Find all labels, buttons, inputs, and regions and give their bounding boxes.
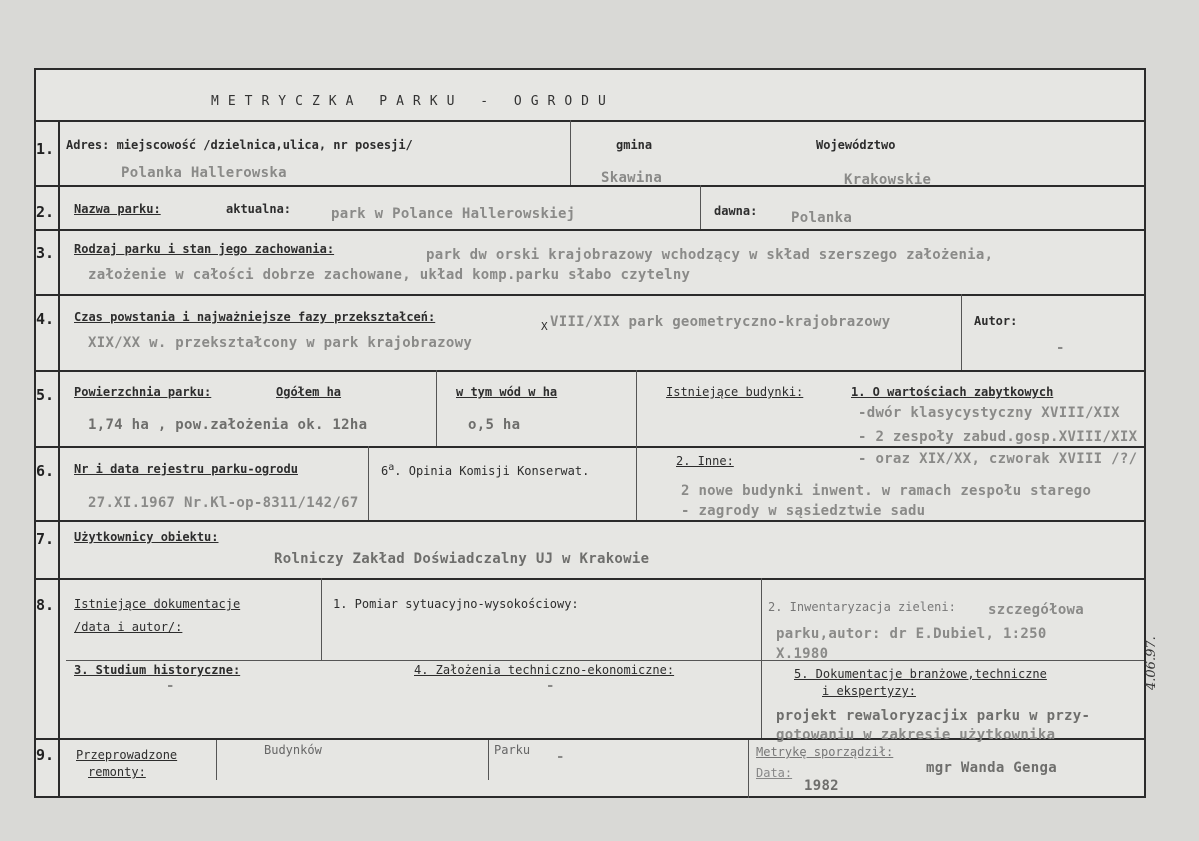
historic-buildings-label: 1. O wartościach zabytkowych (851, 385, 1054, 399)
water-area-label: w tym wód w ha (456, 385, 558, 399)
column-line (748, 740, 749, 798)
total-area-label: Ogółem ha (276, 385, 342, 399)
row-number: 8. (36, 596, 55, 614)
author-value: - (1056, 340, 1065, 356)
branch-docs-label: 5. Dokumentacje branżowe,techniczne (794, 667, 1047, 681)
branch-docs-label-2: i ekspertyzy: (822, 684, 916, 698)
renovations-label: Przeprowadzone (76, 748, 178, 762)
column-line (216, 740, 217, 780)
park-renovations-value: - (556, 749, 565, 765)
greenery-inventory-value-3: X.1980 (776, 646, 829, 662)
divider (36, 120, 1144, 122)
gmina-value: Skawina (601, 170, 663, 186)
row-number: 7. (36, 530, 55, 548)
column-line (436, 370, 437, 446)
divider (36, 294, 1144, 296)
park-type-value: park dw orski krajobrazowy wchodzący w skład szerszego założenia, (426, 247, 994, 263)
column-line (368, 446, 369, 520)
commission-text: . Opinia Komisji Konserwat. (394, 464, 590, 478)
voivodeship-value: Krakowskie (844, 172, 932, 188)
current-name-label: aktualna: (226, 202, 292, 216)
branch-docs-value-2: gotowaniu w zakresie użytkownika (776, 727, 1056, 743)
documentation-label-2: /data i autor/: (74, 620, 183, 634)
author-label: Autor: (974, 314, 1018, 328)
row-number: 4. (36, 310, 55, 328)
area-label: Powierzchnia parku: (74, 385, 212, 399)
branch-docs-value: projekt rewaloryzacjix parku w przy- (776, 708, 1091, 724)
divider (36, 578, 1144, 580)
total-area-value: 1,74 ha , pow.założenia ok. 12ha (88, 417, 368, 433)
former-name-value: Polanka (791, 210, 853, 226)
documentation-label: Istniejące dokumentacje (74, 597, 241, 611)
column-line (488, 740, 489, 780)
park-renovations-label: Parku (494, 743, 531, 757)
register-label: Nr i data rejestru parku-ogrodu (74, 462, 298, 476)
greenery-inventory-value-2: parku,autor: dr E.Dubiel, 1:250 (776, 626, 1047, 642)
buildings-renovations-label: Budynków (264, 743, 322, 757)
century-mark: X (541, 320, 548, 333)
other-buildings-1: 2 nowe budynki inwent. w ramach zespołu starego (681, 483, 1092, 499)
historic-building-1: -dwór klasycystyczny XVIII/XIX (858, 405, 1120, 421)
water-area-value: o,5 ha (468, 417, 521, 433)
voivodeship-label: Województwo (816, 138, 896, 152)
row-number: 6. (36, 462, 55, 480)
date-value: 1982 (804, 778, 839, 794)
commission-opinion-label (381, 462, 589, 478)
creation-time-value: VIII/XIX park geometryczno-krajobrazowy (550, 314, 891, 330)
commission-sup: a (388, 462, 395, 473)
users-value: Rolniczy Zakład Doświadczalny UJ w Krakowie (274, 551, 650, 567)
column-line (321, 578, 322, 660)
row-number: 9. (36, 746, 55, 764)
number-column-line (58, 120, 60, 798)
other-buildings-label: 2. Inne: (676, 454, 734, 468)
historic-building-2: - 2 zespoły zabud.gosp.XVIII/XIX (858, 429, 1138, 445)
address-label: Adres: miejscowość /dzielnica,ulica, nr posesji/ (66, 138, 413, 152)
column-line (636, 370, 637, 520)
divider (36, 520, 1144, 522)
form-title: METRYCZKA PARKU - OGRODU (211, 94, 615, 109)
survey-label: 1. Pomiar sytuacyjno-wysokościowy: (333, 597, 579, 611)
divider (36, 446, 1144, 448)
greenery-inventory-label: 2. Inwentaryzacja zieleni: (768, 600, 956, 614)
buildings-label: Istniejące budynki: (666, 385, 804, 399)
row-number: 3. (36, 244, 55, 262)
row-number: 5. (36, 386, 55, 404)
park-record-form (34, 68, 1146, 798)
side-date-note: 4.06.97. (1144, 636, 1159, 690)
former-name-label: dawna: (714, 204, 758, 218)
park-name-label: Nazwa parku: (74, 202, 161, 216)
commission-number: 6 (381, 464, 389, 478)
renovations-label-2: remonty: (88, 765, 146, 779)
historical-study-value: - (166, 678, 175, 694)
technical-assumptions-value: - (546, 678, 555, 694)
row-number: 1. (36, 140, 55, 158)
creation-time-label: Czas powstania i najważniejsze fazy przekształceń: (74, 310, 436, 324)
column-line (961, 294, 962, 370)
column-line (700, 185, 701, 229)
park-type-label: Rodzaj parku i stan jego zachowania: (74, 242, 335, 256)
divider (66, 660, 1144, 661)
address-value: Polanka Hallerowska (121, 165, 287, 181)
greenery-inventory-value: szczegółowa (988, 602, 1085, 618)
divider (36, 185, 1144, 187)
register-value: 27.XI.1967 Nr.Kl-op-8311/142/67 (88, 495, 359, 511)
prepared-by-value: mgr Wanda Genga (926, 760, 1057, 776)
divider (36, 229, 1144, 231)
column-line (761, 578, 762, 738)
row-number: 2. (36, 203, 55, 221)
divider (36, 370, 1144, 372)
prepared-by-label: Metrykę sporządził: (756, 745, 894, 759)
other-buildings-2: - zagrody w sąsiedztwie sadu (681, 503, 926, 519)
technical-assumptions-label: 4. Założenia techniczno-ekonomiczne: (414, 663, 675, 677)
creation-time-value-2: XIX/XX w. przekształcony w park krajobrazowy (88, 335, 473, 351)
date-label: Data: (756, 766, 793, 780)
users-label: Użytkownicy obiektu: (74, 530, 219, 544)
column-line (570, 120, 571, 185)
gmina-label: gmina (616, 138, 653, 152)
historical-study-label: 3. Studium historyczne: (74, 663, 241, 677)
current-name-value: park w Polance Hallerowskiej (331, 206, 576, 222)
historic-building-3: - oraz XIX/XX, czworak XVIII /?/ (858, 451, 1138, 467)
park-type-value-2: założenie w całości dobrze zachowane, układ komp.parku słabo czytelny (88, 267, 691, 283)
